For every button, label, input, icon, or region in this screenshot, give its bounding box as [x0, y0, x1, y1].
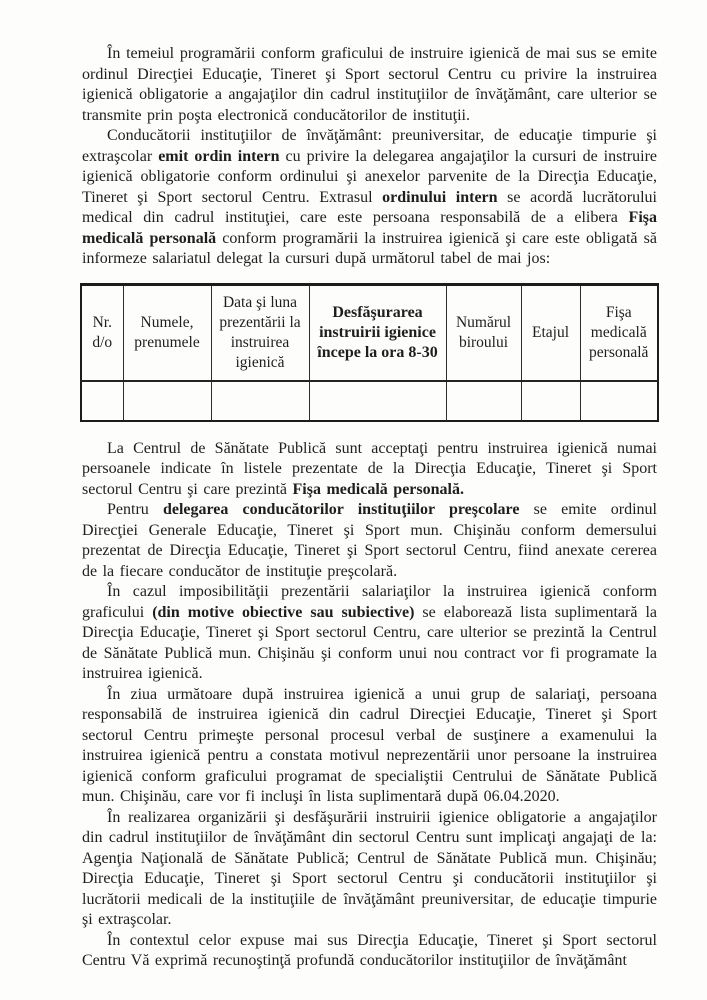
- table-empty-cell: [309, 381, 446, 421]
- schedule-table: [80, 283, 659, 422]
- header-etajul: Etajul: [521, 284, 580, 381]
- table-empty-cell: [580, 381, 658, 421]
- text-run: În ziua următoare după instruirea igienică a unui grup de salariaţi, persoana responsabilă de instruirea igienică din cadrul Direcţiei Educaţie, Tineret şi Sport sectorul Centru primeşte personal procesul verbal de susţinere a examenului la instruirea igienică pentru a constata motivul neprezentării unor persoane la instruirea igienică conform graficului programat de specialiştii Centrului de Sănătate Publică mun. Chişinău, care vor fi incluşi în lista suplimentară după 06.04.2020.: [82, 685, 657, 805]
- paragraph: [82, 582, 657, 685]
- bold-text-run: Fişa medicală personală.: [292, 480, 464, 498]
- text-run: conform programării la instruirea igienică şi care este obligată să informeze salariatul delegat la cursuri după următorul tabel de mai jos:: [82, 229, 657, 267]
- header-data-prezentarii: Data şi luna prezentării la instruirea igienică: [211, 284, 309, 381]
- bold-text-run: delegarea conducătorilor instituţiilor preşcolare: [162, 501, 520, 518]
- paragraph: [82, 808, 657, 931]
- bold-text-run: Fişa medicală personală: [82, 209, 657, 247]
- header-fisa-medicala: Fişa medicală personală: [580, 284, 658, 381]
- paragraph: [82, 685, 657, 808]
- table-row: [81, 381, 658, 421]
- text-run: se emite ordinul Direcţiei Generale Educaţie, Tineret şi Sport mun. Chişinău conform demersului prezentat de Direcţia Educaţie, Tineret şi Sport sectorul Centru, fiind anexate cererea de la fiecare conducător de instituţie preşcolară.: [82, 501, 658, 580]
- header-nr-do: Nr. d/o: [81, 284, 123, 381]
- table-body: [81, 381, 658, 421]
- bold-text-run: ordinului intern: [382, 188, 498, 206]
- text-run: Conducătorii instituţiilor de învăţământ: preuniversitar, de educaţie timpurie şi extraşcolar: [82, 127, 657, 165]
- bold-text-run: (din motive obiective sau subiective): [152, 603, 415, 621]
- text-run: În realizarea organizării şi desfăşurării instruirii igienice obligatorie a angajaţilor din cadrul instituţiilor de învăţământ din sectorul Centru sunt implicaţi angajaţi de la: Agenţia Naţională de Sănătate Publică; Centrul de Sănătate Publică mun. Chişinău; Direcţia Educaţie, Tineret şi Sport sectorul Centru şi conducătorii instituţiilor şi lucrătorii medicali de la instituţiile de învăţământ preuniversitar, de educaţie timpurie şi extraşcolar.: [82, 808, 657, 928]
- table-empty-cell: [446, 381, 521, 421]
- intro-paragraphs: [82, 44, 657, 270]
- bold-text-run: emit ordin intern: [158, 147, 280, 165]
- text-run: În temeiul programării conform graficului de instruire igienică de mai sus se emite ordinul Direcţiei Educaţie, Tineret şi Sport sectorul Centru cu privire la instruirea igienică obligatorie a angajaţilor din cadrul instituţiilor de învăţământ, care ulterior se transmite prin poşta electronică conducătorilor de instituţii.: [82, 45, 657, 124]
- text-run: În contextul celor expuse mai sus Direcţia Educaţie, Tineret şi Sport sectorul Centru Vă exprimă recunoştinţă profundă conducătorilor instituţiilor de învăţământ: [82, 931, 657, 969]
- paragraph: [82, 126, 657, 270]
- table-empty-cell: [211, 381, 309, 421]
- table-empty-cell: [81, 381, 123, 421]
- paragraph: [82, 439, 657, 501]
- text-run: se acordă lucrătorului medical din cadrul instituţiei, care este persoana responsabilă de a elibera: [82, 188, 657, 226]
- header-numele-prenumele: Numele, prenumele: [123, 284, 211, 381]
- text-run: La Centrul de Sănătate Publică sunt acceptaţi pentru instruirea igienică numai persoanele indicate în listele prezentate de la Direcţia Educaţie, Tineret şi Sport sectorul Centru şi care prezintă: [82, 439, 657, 498]
- header-numarul-biroului: Numărul biroului: [446, 284, 521, 381]
- header-desfasurarea-instruirii: Desfăşurarea instruirii igienice începe la ora 8-30: [309, 284, 446, 381]
- text-run: Pentru: [107, 501, 163, 518]
- paragraph: [82, 931, 657, 972]
- text-run: cu privire la delegarea angajaţilor la cursuri de instruire igienică obligatorie conform ordinului şi anexelor parvenite de la Direcţia Educaţie, Tineret şi Sport sectorul Centru. Extrasul: [82, 147, 657, 206]
- paragraph: [82, 500, 657, 582]
- table-empty-cell: [123, 381, 211, 421]
- body-paragraphs: [82, 439, 657, 972]
- text-run: În cazul imposibilităţii prezentării salariaţilor la instruirea igienică conform graficului: [82, 583, 657, 621]
- text-run: se elaborează lista suplimentară la Direcţia Educaţie, Tineret şi Sport sectorul Centru, care ulterior se prezintă la Centrul de Sănătate Publică mun. Chişinău şi conform unui nou contract vor fi programate la instruirea igienică.: [82, 603, 658, 682]
- table-header-row: [81, 284, 658, 381]
- table-empty-cell: [521, 381, 580, 421]
- paragraph: [82, 44, 657, 126]
